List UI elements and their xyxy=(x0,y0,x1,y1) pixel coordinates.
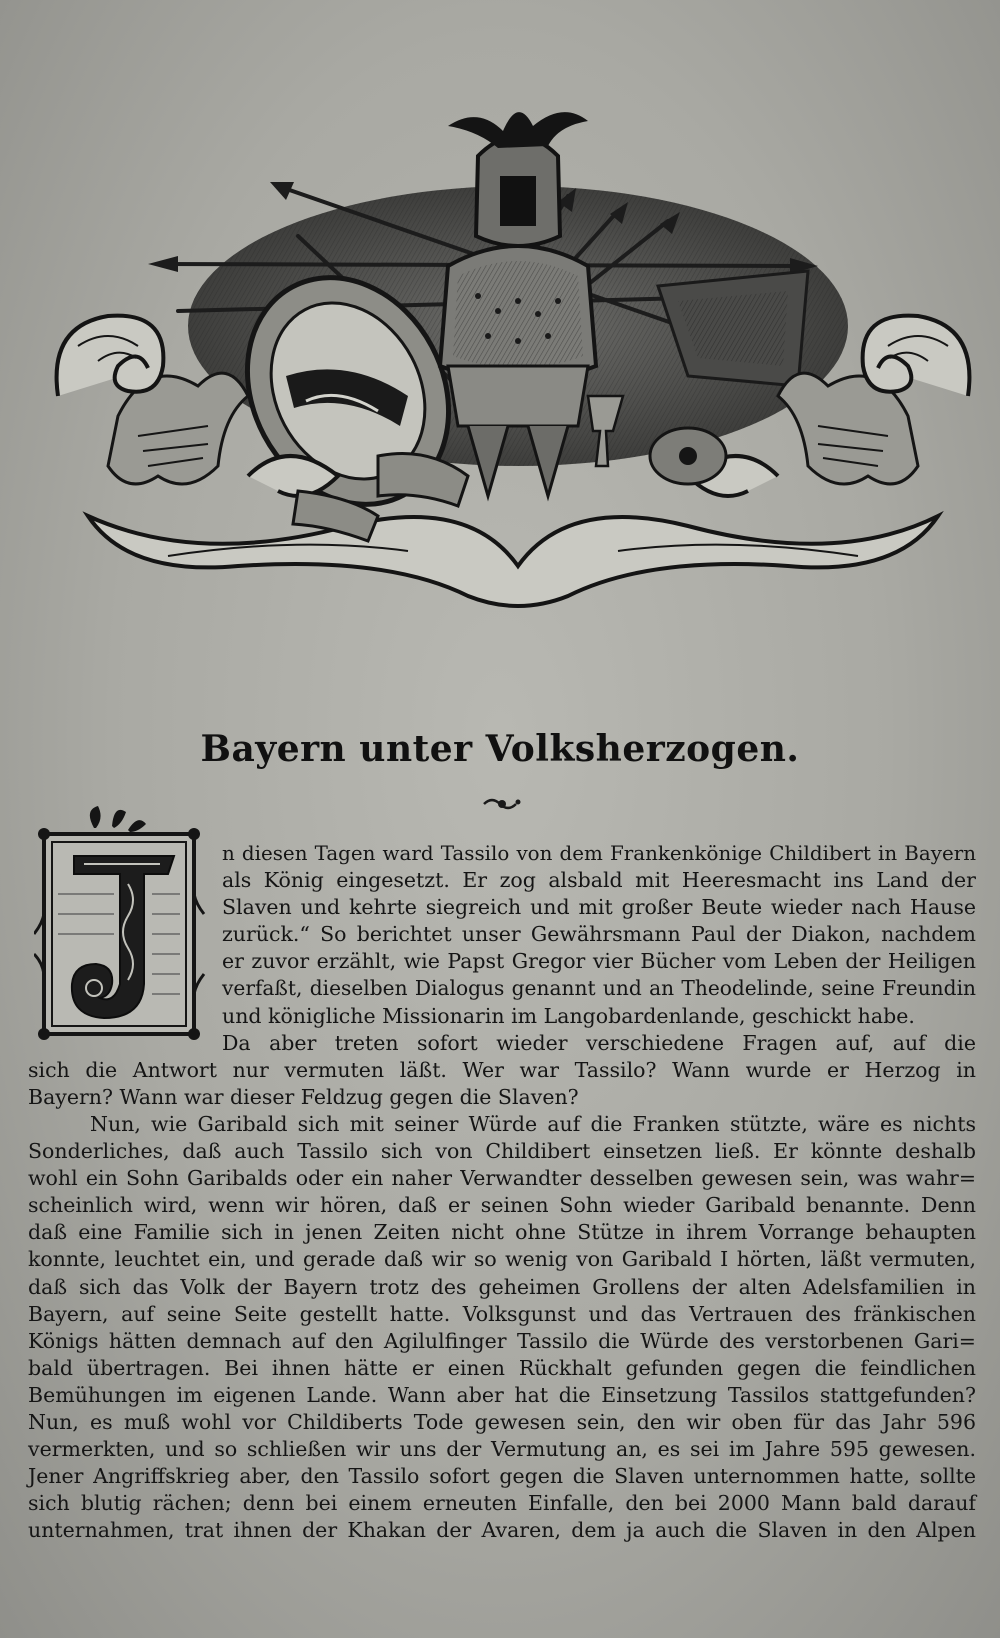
text-line: sich blutig rächen; denn bei einem erneuten Einfalle, den bei 2000 Mann bald darauf xyxy=(28,1491,976,1516)
text-line: n diesen Tagen ward Tassilo von dem Frankenkönige Childibert in Bayern xyxy=(222,842,976,865)
body-text xyxy=(28,840,976,1544)
text-line: daß sich das Volk der Bayern trotz des geheimen Grollens der alten Adelsfamilien in xyxy=(28,1274,976,1299)
text-line: Bemühungen im eigenen Lande. Wann aber hat die Einsetzung Tassilos stattgefunden? xyxy=(28,1382,976,1407)
text-line: Königs hätten demnach auf den Agilulfinger Tassilo die Würde des verstorbenen Gari= xyxy=(28,1328,976,1353)
text-line: bald übertragen. Bei ihnen hätte er einen Rückhalt gefunden gegen die feindlichen xyxy=(28,1355,976,1380)
text-line: verfaßt, dieselben Dialogus genannt und an Theodelinde, seine Freundin xyxy=(222,976,976,1001)
text-line: vermerkten, und so schließen wir uns der Vermutung an, es sei im Jahre 595 gewesen. xyxy=(28,1437,976,1462)
text-line: Jener Angriffskrieg aber, den Tassilo sofort gegen die Slaven unternommen hatte, sollte xyxy=(28,1464,976,1489)
text-line: sich die Antwort nur vermuten läßt. Wer war Tassilo? Wann wurde er Herzog in xyxy=(28,1057,976,1082)
text-line: konnte, leuchtet ein, und gerade daß wir so wenig von Garibald I hörten, läßt vermuten, xyxy=(28,1247,976,1272)
text-line: wohl ein Sohn Garibalds oder ein naher Verwandter desselben gewesen sein, was wahr= xyxy=(28,1166,976,1191)
text-line: Nun, wie Garibald sich mit seiner Würde auf die Franken stützte, wäre es nichts xyxy=(90,1111,976,1136)
text-line: unternahmen, trat ihnen der Khakan der Avaren, dem ja auch die Slaven in den Alpen xyxy=(28,1518,976,1543)
heraldic-vignette-illustration xyxy=(48,96,978,616)
text-line: und königliche Missionarin im Langobardenlande, geschickt habe. xyxy=(222,1003,915,1028)
text-line: Bayern, auf seine Seite gestellt hatte. Volksgunst und das Vertrauen des fränkischen xyxy=(28,1301,976,1326)
chapter-title: Bayern unter Volksherzogen. xyxy=(200,728,800,770)
fleuron-ornament xyxy=(480,794,524,814)
text-line: Sonderliches, daß auch Tassilo sich von Childibert einsetzen ließ. Er könnte deshalb xyxy=(28,1139,976,1164)
text-line: Slaven und kehrte siegreich und mit großer Beute wieder nach Hause xyxy=(222,895,976,920)
text-line: scheinlich wird, wenn wir hören, daß er seinen Sohn wieder Garibald benannte. Denn xyxy=(28,1193,976,1218)
text-line: Da aber treten sofort wieder verschiedene Fragen auf, auf die xyxy=(222,1030,976,1055)
text-line: zurück.“ So berichtet unser Gewährsmann Paul der Diakon, nachdem xyxy=(222,922,976,947)
text-line: er zuvor erzählt, wie Papst Gregor vier Bücher vom Leben der Heiligen xyxy=(222,949,976,974)
text-line: daß eine Familie sich in jenen Zeiten nicht ohne Stütze in ihrem Vorrange behaupten xyxy=(28,1220,976,1245)
text-line: Bayern? Wann war dieser Feldzug gegen die Slaven? xyxy=(28,1084,579,1109)
text-line: als König eingesetzt. Er zog alsbald mit Heeresmacht ins Land der xyxy=(222,868,976,893)
text-line: Nun, es muß wohl vor Childiberts Tode gewesen sein, den wir oben für das Jahr 596 xyxy=(28,1409,976,1434)
